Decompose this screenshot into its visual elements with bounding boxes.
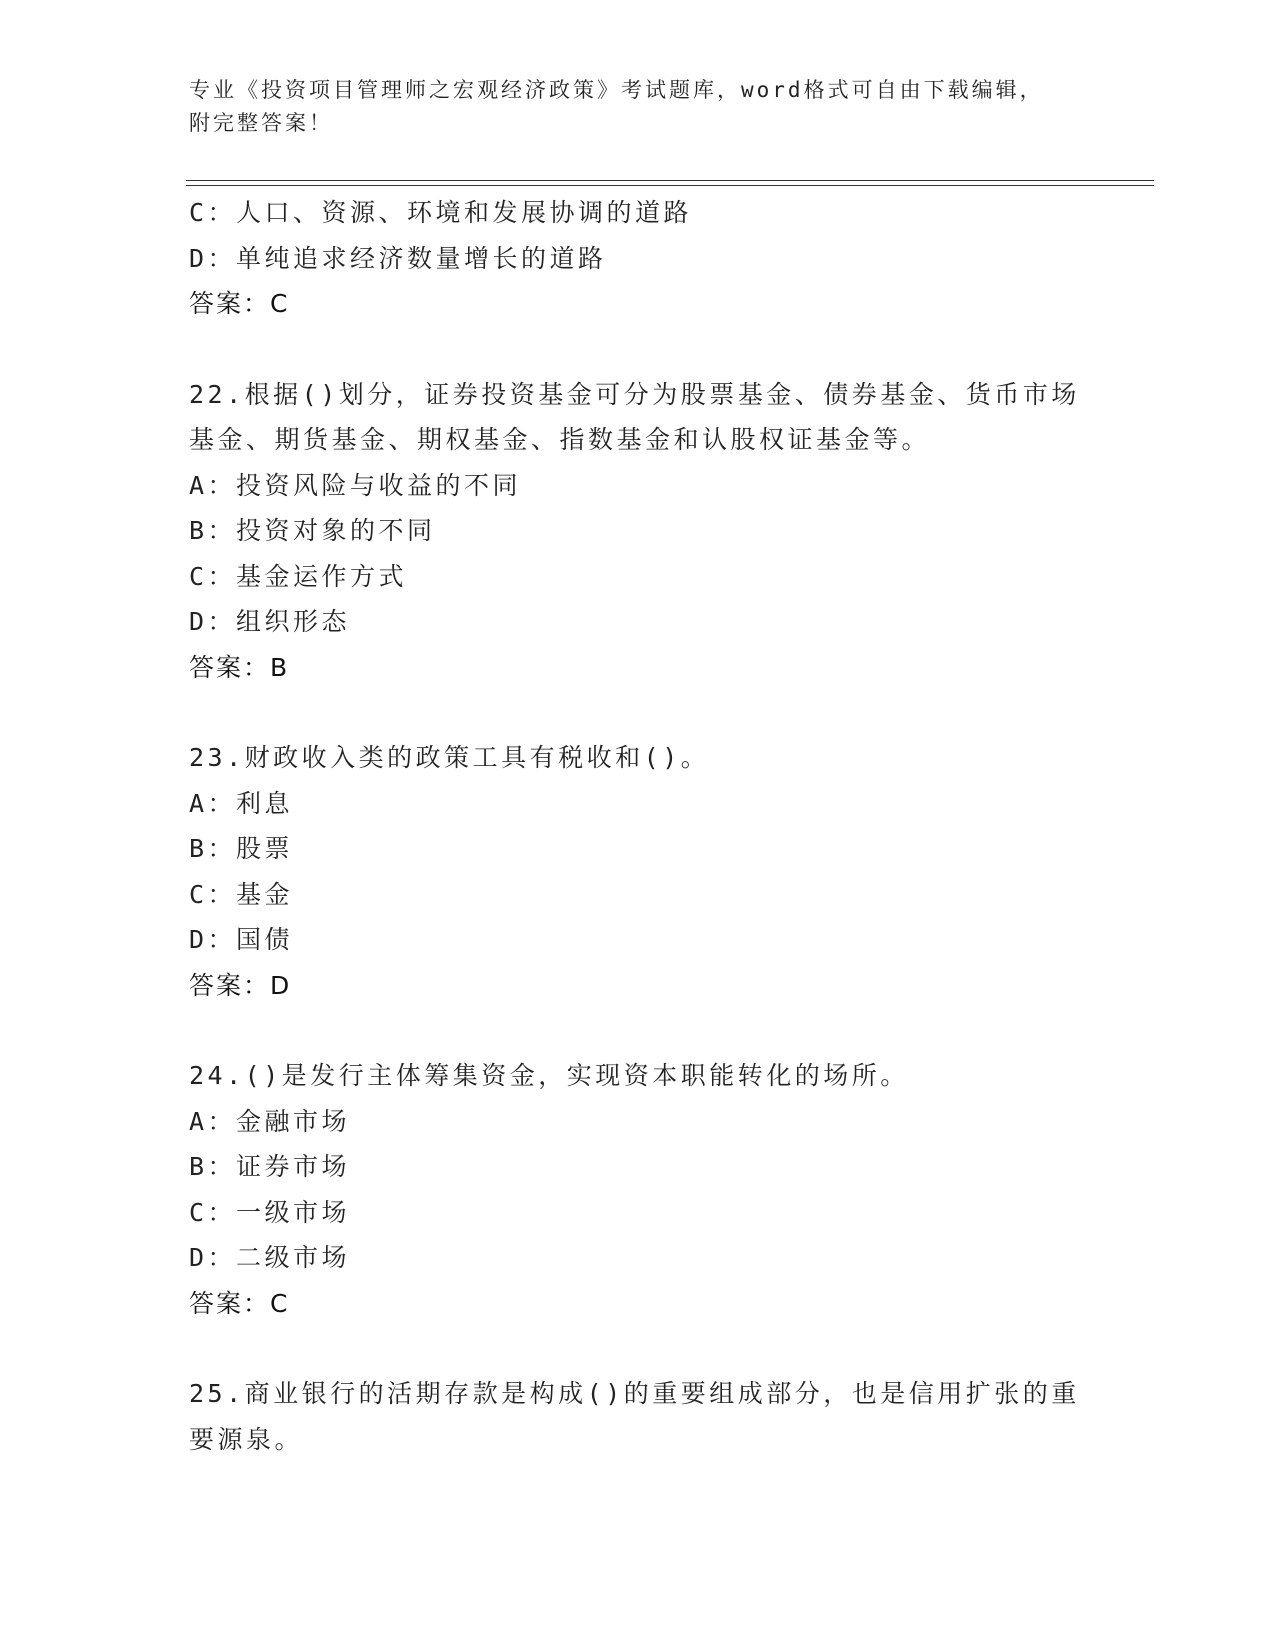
option-d: D：二级市场	[189, 1243, 351, 1272]
option-d: D：单纯追求经济数量增长的道路	[189, 243, 607, 273]
answer-line: 答案：B	[189, 652, 290, 682]
question-block-22	[189, 372, 1089, 691]
spacer	[189, 1008, 1089, 1053]
question-block-23	[189, 735, 1089, 1008]
spacer	[189, 690, 1089, 735]
question-stem-continued: 要源泉。	[189, 1424, 304, 1454]
question-stem: 25.商业银行的活期存款是构成()的重要组成部分，也是信用扩张的重	[189, 1379, 1080, 1408]
answer-line: 答案：C	[189, 289, 290, 318]
option-b: B：股票	[189, 834, 294, 863]
option-c: C：人口、资源、环境和发展协调的道路	[189, 198, 693, 227]
option-d: D：组织形态	[189, 607, 351, 636]
question-block-21	[189, 190, 1089, 327]
header-line-2: 附完整答案！	[189, 111, 333, 135]
option-a: A：投资风险与收益的不同	[189, 470, 522, 500]
option-c: C：一级市场	[189, 1197, 351, 1227]
option-b: B：证券市场	[189, 1152, 351, 1181]
option-b: B：投资对象的不同	[189, 516, 436, 545]
option-c: C：基金	[189, 879, 294, 909]
header-divider-top	[186, 180, 1154, 181]
question-block-24	[189, 1053, 1089, 1326]
question-stem: 23.财政收入类的政策工具有税收和()。	[189, 743, 710, 772]
option-d: D：国债	[189, 925, 294, 954]
spacer	[189, 1326, 1089, 1371]
question-stem-continued: 基金、期货基金、期权基金、指数基金和认股权证基金等。	[189, 425, 931, 454]
option-a: A：利息	[189, 788, 294, 818]
option-a: A：金融市场	[189, 1106, 351, 1136]
question-block-25	[189, 1371, 1089, 1462]
spacer	[189, 327, 1089, 372]
option-c: C：基金运作方式	[189, 561, 408, 591]
header-divider-bottom	[186, 185, 1154, 186]
question-stem: 22.根据()划分，证券投资基金可分为股票基金、债券基金、货币市场	[189, 379, 1080, 409]
header-line-1: 专业《投资项目管理师之宏观经济政策》考试题库，word格式可自由下载编辑，	[189, 78, 1044, 102]
document-header	[189, 74, 1069, 140]
answer-line: 答案：D	[189, 970, 292, 1000]
answer-line: 答案：C	[189, 1288, 290, 1318]
question-stem: 24.()是发行主体筹集资金，实现资本职能转化的场所。	[189, 1061, 909, 1090]
question-list	[189, 190, 1089, 1462]
